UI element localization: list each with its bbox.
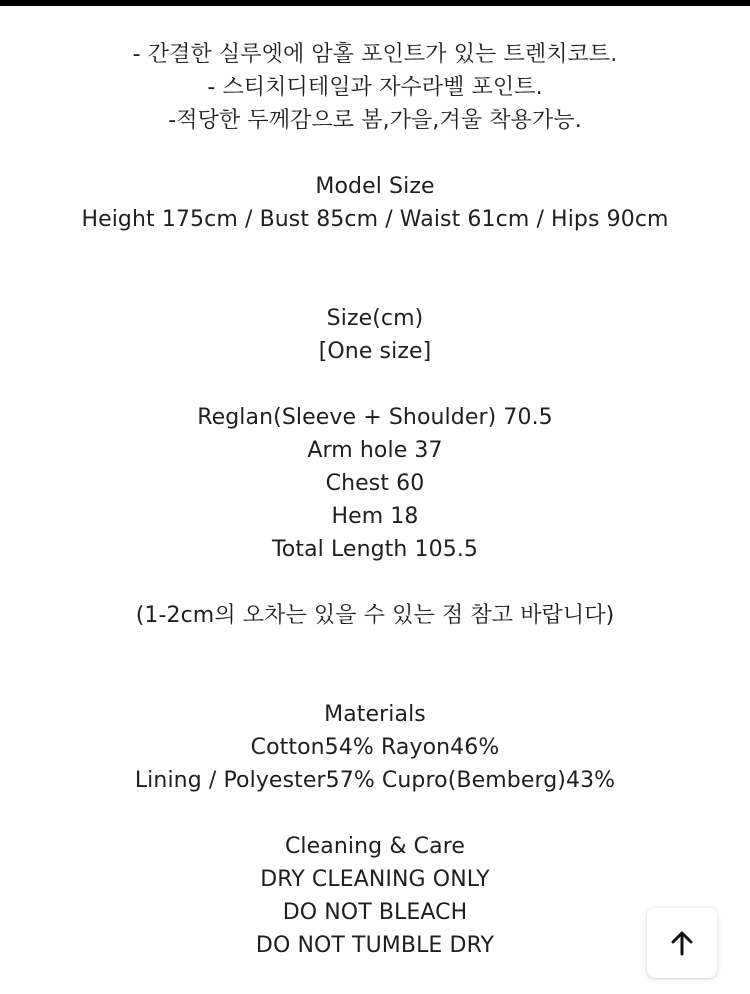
spacer [0,665,750,698]
spacer [0,236,750,269]
spacer [0,566,750,599]
care-title: Cleaning & Care [284,834,466,859]
spacer [0,269,750,302]
size-measurement: Hem 18 [331,504,419,529]
care-line: DRY CLEANING ONLY [260,867,490,892]
back-to-top-button[interactable] [647,908,717,978]
size-measurement: Total Length 105.5 [271,537,479,562]
description-line-1: - 간결한 실루엣에 암홀 포인트가 있는 트렌치코트. [132,42,618,67]
spacer [0,797,750,830]
model-size-value: Height 175cm / Bust 85cm / Waist 61cm / Hips 90cm [81,207,669,232]
description-line-3: -적당한 두께감으로 봄,가을,겨울 착용가능. [168,108,582,133]
care-line: DO NOT BLEACH [282,900,468,925]
size-measurement: Arm hole 37 [307,438,443,463]
spacer [0,368,750,401]
materials-line: Lining / Polyester57% Cupro(Bemberg)43% [134,768,616,793]
spacer [0,137,750,170]
materials-line: Cotton54% Rayon46% [250,735,500,760]
size-note: (1-2cm의 오차는 있을 수 있는 점 참고 바랍니다) [135,603,615,628]
size-measurement: Reglan(Sleeve + Shoulder) 70.5 [197,405,553,430]
spacer [0,632,750,665]
materials-title: Materials [324,702,426,727]
description-line-2: - 스티치디테일과 자수라벨 포인트. [207,75,543,100]
model-size-title: Model Size [315,174,435,199]
size-option: [One size] [318,339,432,364]
top-bar [0,0,750,6]
care-line: DO NOT TUMBLE DRY [255,933,495,958]
arrow-up-icon [666,927,698,959]
product-detail-text [0,38,750,962]
size-measurement: Chest 60 [325,471,425,496]
size-title: Size(cm) [326,306,424,331]
